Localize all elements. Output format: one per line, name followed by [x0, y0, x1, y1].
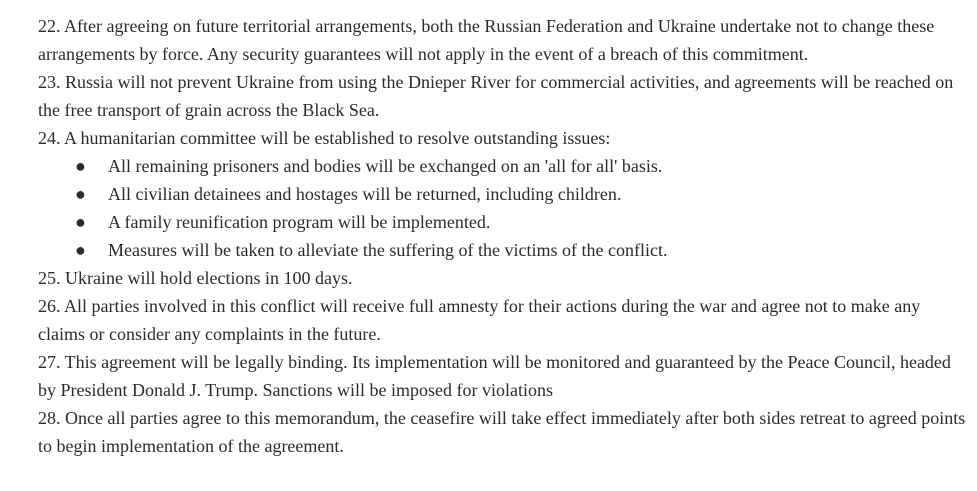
list-item-text: All remaining prisoners and bodies will be exchanged on an 'all for all' basis.	[108, 156, 663, 176]
document-body	[38, 12, 968, 460]
paragraph-25: 25. Ukraine will hold elections in 100 days.	[38, 268, 353, 288]
paragraph-24: 24. A humanitarian committee will be established to resolve outstanding issues:	[38, 128, 611, 148]
humanitarian-issues-list	[38, 152, 968, 264]
paragraph-27: 27. This agreement will be legally binding. Its implementation will be monitored and guaranteed by the Peace Council, headed by President Donald J. Trump. Sanctions will be imposed for violations	[38, 352, 951, 400]
paragraph-23: 23. Russia will not prevent Ukraine from using the Dnieper River for commercial activities, and agreements will be reached on the free transport of grain across the Black Sea.	[38, 72, 954, 120]
list-item	[38, 208, 968, 236]
list-item	[38, 236, 968, 264]
bullet-icon: ●	[75, 156, 86, 176]
paragraph-22: 22. After agreeing on future territorial arrangements, both the Russian Federation and Ukraine undertake not to change these arrangements by force. Any security guarantees will not apply in the event of a breach of this commitment.	[38, 16, 935, 64]
list-item-text: Measures will be taken to alleviate the suffering of the victims of the conflict.	[108, 240, 668, 260]
paragraph-28: 28. Once all parties agree to this memorandum, the ceasefire will take effect immediately after both sides retreat to agreed points to begin implementation of the agreement.	[38, 408, 966, 456]
bullet-icon: ●	[75, 240, 86, 260]
list-item-text: All civilian detainees and hostages will be returned, including children.	[108, 184, 622, 204]
list-item	[38, 152, 968, 180]
bullet-icon: ●	[75, 184, 86, 204]
bullet-icon: ●	[75, 212, 86, 232]
list-item-text: A family reunification program will be implemented.	[108, 212, 491, 232]
paragraph-26: 26. All parties involved in this conflict will receive full amnesty for their actions during the war and agree not to make any claims or consider any complaints in the future.	[38, 296, 921, 344]
list-item	[38, 180, 968, 208]
